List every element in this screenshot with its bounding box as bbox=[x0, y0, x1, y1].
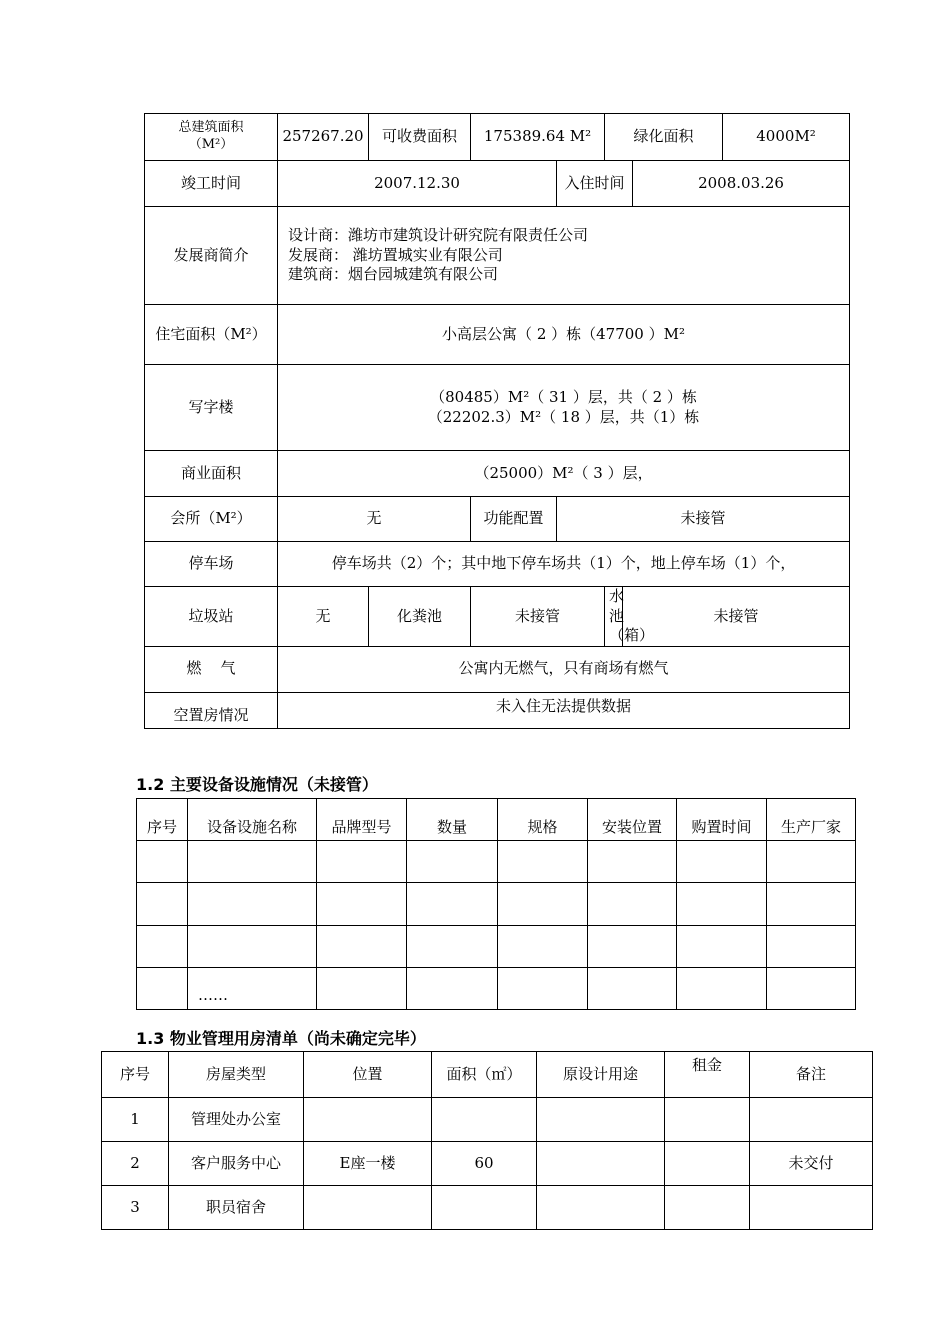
developer-row bbox=[145, 207, 850, 305]
header-brand: 品牌型号 bbox=[317, 799, 407, 841]
row-area: 60 bbox=[432, 1142, 537, 1186]
residential-label: 住宅面积（M²） bbox=[145, 305, 278, 365]
rooms-heading: 1.3 物业管理用房清单（尚未确定完毕） bbox=[136, 1029, 426, 1048]
commercial-row bbox=[145, 451, 850, 497]
commercial-value: （25000）M²（ 3 ）层， bbox=[278, 451, 850, 497]
table-row bbox=[137, 841, 856, 883]
rooms-table bbox=[101, 1051, 873, 1230]
area-row bbox=[145, 114, 850, 161]
green-value: 4000M² bbox=[723, 114, 850, 161]
parking-value: 停车场共（2）个；其中地下停车场共（1）个，地上停车场（1）个， bbox=[278, 542, 850, 587]
office-label: 写字楼 bbox=[145, 365, 278, 451]
completion-label: 竣工时间 bbox=[145, 161, 278, 207]
row-location: E座一楼 bbox=[304, 1142, 432, 1186]
row-rent bbox=[665, 1098, 750, 1142]
completion-value: 2007.12.30 bbox=[278, 161, 557, 207]
row-index: 3 bbox=[102, 1186, 169, 1230]
function-label: 功能配置 bbox=[471, 497, 557, 542]
gas-row bbox=[145, 646, 850, 692]
header-quantity: 数量 bbox=[407, 799, 498, 841]
residential-value: 小高层公寓（ 2 ）栋（47700 ）M² bbox=[278, 305, 850, 365]
gas-value: 公寓内无燃气，只有商场有燃气 bbox=[278, 646, 850, 692]
water-value: 未接管 bbox=[623, 587, 850, 647]
row-notes: 未交付 bbox=[750, 1142, 873, 1186]
septic-value: 未接管 bbox=[471, 587, 605, 647]
chargeable-label: 可收费面积 bbox=[369, 114, 471, 161]
function-value: 未接管 bbox=[557, 497, 850, 542]
row-location bbox=[304, 1098, 432, 1142]
row-index: 2 bbox=[102, 1142, 169, 1186]
office-line-2: （22202.3）M²（ 18 ）层，共（1）栋 bbox=[427, 407, 700, 426]
office-row bbox=[145, 365, 850, 451]
header-index: 序号 bbox=[137, 799, 188, 841]
chargeable-value: 175389.64 M² bbox=[471, 114, 605, 161]
row-room-type: 管理处办公室 bbox=[169, 1098, 304, 1142]
table-row bbox=[102, 1186, 873, 1230]
total-area-label: 总建筑面积 （M²） bbox=[145, 114, 278, 161]
row-room-type: 客户服务中心 bbox=[169, 1142, 304, 1186]
office-value bbox=[278, 365, 850, 451]
parking-row bbox=[145, 542, 850, 587]
header-name: 设备设施名称 bbox=[188, 799, 317, 841]
row-rent bbox=[665, 1186, 750, 1230]
developer-label: 发展商简介 bbox=[145, 207, 278, 305]
club-row bbox=[145, 497, 850, 542]
header-index: 序号 bbox=[102, 1052, 169, 1098]
header-purchase-time: 购置时间 bbox=[677, 799, 767, 841]
parking-label: 停车场 bbox=[145, 542, 278, 587]
header-rent: 租金 bbox=[665, 1052, 750, 1098]
developer-line: 发展商： 潍坊置城实业有限公司 bbox=[288, 245, 503, 264]
designer-line: 设计商：潍坊市建筑设计研究院有限责任公司 bbox=[288, 226, 589, 245]
header-room-type: 房屋类型 bbox=[169, 1052, 304, 1098]
vacant-label: 空置房情况 bbox=[145, 692, 278, 728]
commercial-label: 商业面积 bbox=[145, 451, 278, 497]
residential-row bbox=[145, 305, 850, 365]
office-line-1: （80485）M²（ 31 ）层，共（ 2 ）栋 bbox=[430, 388, 697, 406]
header-area: 面积（㎡） bbox=[432, 1052, 537, 1098]
developer-value bbox=[278, 207, 850, 305]
checkin-label: 入住时间 bbox=[557, 161, 633, 207]
equipment-heading: 1.2 主要设备设施情况（未接管） bbox=[136, 775, 378, 794]
garbage-row bbox=[145, 587, 850, 647]
table-row bbox=[102, 1142, 873, 1186]
checkin-value: 2008.03.26 bbox=[633, 161, 850, 207]
ellipsis-text: …… bbox=[188, 968, 317, 1010]
green-label: 绿化面积 bbox=[605, 114, 723, 161]
vacant-row bbox=[145, 692, 850, 728]
row-original-use bbox=[537, 1098, 665, 1142]
row-rent bbox=[665, 1142, 750, 1186]
table-row bbox=[102, 1098, 873, 1142]
rooms-header-row bbox=[102, 1052, 873, 1098]
table-row bbox=[137, 968, 856, 1010]
builder-line: 建筑商：烟台园城建筑有限公司 bbox=[288, 265, 499, 284]
vacant-value: 未入住无法提供数据 bbox=[278, 692, 850, 728]
row-index: 1 bbox=[102, 1098, 169, 1142]
row-notes bbox=[750, 1098, 873, 1142]
water-label: 水池 （箱） bbox=[605, 587, 623, 647]
row-original-use bbox=[537, 1142, 665, 1186]
garbage-label: 垃圾站 bbox=[145, 587, 278, 647]
row-notes bbox=[750, 1186, 873, 1230]
row-area bbox=[432, 1098, 537, 1142]
club-label: 会所（M²） bbox=[145, 497, 278, 542]
gas-label: 燃 气 bbox=[145, 646, 278, 692]
row-location bbox=[304, 1186, 432, 1230]
septic-label: 化粪池 bbox=[369, 587, 471, 647]
table-row bbox=[137, 926, 856, 968]
header-manufacturer: 生产厂家 bbox=[767, 799, 856, 841]
equipment-header-row bbox=[137, 799, 856, 841]
time-row bbox=[145, 161, 850, 207]
header-location: 安装位置 bbox=[588, 799, 677, 841]
row-room-type: 职员宿舍 bbox=[169, 1186, 304, 1230]
header-location: 位置 bbox=[304, 1052, 432, 1098]
row-original-use bbox=[537, 1186, 665, 1230]
header-notes: 备注 bbox=[750, 1052, 873, 1098]
row-area bbox=[432, 1186, 537, 1230]
basic-info-table bbox=[144, 113, 850, 729]
header-original-use: 原设计用途 bbox=[537, 1052, 665, 1098]
club-value: 无 bbox=[278, 497, 471, 542]
table-row bbox=[137, 883, 856, 926]
equipment-table bbox=[136, 798, 856, 1010]
garbage-value: 无 bbox=[278, 587, 369, 647]
total-area-value: 257267.20 bbox=[278, 114, 369, 161]
header-spec: 规格 bbox=[498, 799, 588, 841]
